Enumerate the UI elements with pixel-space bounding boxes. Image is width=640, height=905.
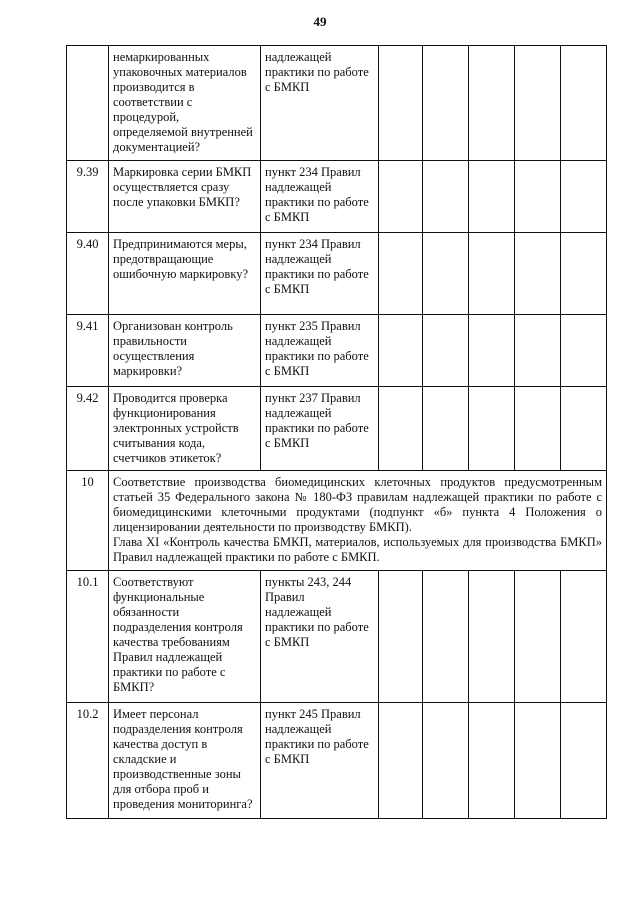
answer-cell: [379, 233, 423, 315]
reference-line: надлежащей: [265, 50, 332, 64]
reference-cell: [261, 233, 379, 315]
page-number: 49: [313, 14, 327, 29]
section-number: 10: [67, 471, 109, 571]
reference-line: с БМКП: [265, 282, 310, 296]
reference-line: с БМКП: [265, 364, 310, 378]
reference-line: надлежащей: [265, 252, 332, 266]
question-cell: [109, 387, 261, 471]
question-line: качества требованиям: [113, 635, 230, 649]
reference-line: пункт 234 Правил: [265, 165, 361, 179]
reference-cell: [261, 387, 379, 471]
question-line: Соответствуют: [113, 575, 194, 589]
question-line: после упаковки БМКП?: [113, 195, 240, 209]
table-row: [67, 46, 607, 161]
question-line: считывания кода,: [113, 436, 206, 450]
answer-cell: [561, 387, 607, 471]
answer-cell: [515, 315, 561, 387]
question-line: упаковочных материалов: [113, 65, 247, 79]
answer-cell: [469, 571, 515, 703]
table-row: [67, 703, 607, 819]
reference-line: практики по работе: [265, 267, 369, 281]
reference-line: с БМКП: [265, 752, 310, 766]
table-row: [67, 233, 607, 315]
reference-line: практики по работе: [265, 195, 369, 209]
question-line: качества доступ в: [113, 737, 208, 751]
question-cell: [109, 233, 261, 315]
answer-cell: [379, 46, 423, 161]
table-row: [67, 571, 607, 703]
answer-cell: [515, 703, 561, 819]
reference-line: пункты 243, 244: [265, 575, 352, 589]
question-line: функциональные: [113, 590, 205, 604]
question-line: процедурой,: [113, 110, 180, 124]
reference-line: надлежащей: [265, 722, 332, 736]
reference-line: надлежащей: [265, 334, 332, 348]
answer-cell: [379, 703, 423, 819]
answer-cell: [423, 46, 469, 161]
answer-cell: [379, 387, 423, 471]
answer-cell: [469, 703, 515, 819]
question-line: производственные зоны: [113, 767, 241, 781]
question-line: документацией?: [113, 140, 201, 154]
question-line: Проводится проверка: [113, 391, 228, 405]
reference-line: пункт 245 Правил: [265, 707, 361, 721]
question-line: для отбора проб и: [113, 782, 209, 796]
table-body-bottom: [67, 571, 607, 819]
answer-cell: [515, 46, 561, 161]
question-cell: [109, 315, 261, 387]
reference-line: практики по работе: [265, 737, 369, 751]
question-line: правильности: [113, 334, 187, 348]
section-text-line: Соответствие производства биомедицинских клеточных продуктов предусмотренным статьей 35 Федерального закона № 180-ФЗ правилам надлежащей практики по работе с биомедицинскими клеточными продуктами (подпункт «б» пункта 4 Положения о лицензировании деятельности по производству БМКП).: [113, 475, 602, 534]
question-line: немаркированных: [113, 50, 210, 64]
reference-line: практики по работе: [265, 421, 369, 435]
checklist-table: [66, 45, 607, 819]
question-line: БМКП?: [113, 680, 155, 694]
table-row: [67, 315, 607, 387]
reference-line: пункт 235 Правил: [265, 319, 361, 333]
answer-cell: [561, 233, 607, 315]
question-line: осуществляется сразу: [113, 180, 230, 194]
question-line: практики по работе с: [113, 665, 226, 679]
reference-line: пункт 237 Правил: [265, 391, 361, 405]
answer-cell: [515, 161, 561, 233]
question-line: Имеет персонал: [113, 707, 199, 721]
reference-line: с БМКП: [265, 436, 310, 450]
question-line: Предпринимаются меры,: [113, 237, 247, 251]
question-line: проведения мониторинга?: [113, 797, 253, 811]
reference-line: надлежащей: [265, 605, 332, 619]
row-number: 10.1: [67, 571, 109, 703]
answer-cell: [423, 703, 469, 819]
question-line: соответствии с: [113, 95, 193, 109]
question-line: подразделения контроля: [113, 722, 243, 736]
question-line: определяемой внутренней: [113, 125, 253, 139]
row-number: [67, 46, 109, 161]
question-line: осуществления: [113, 349, 195, 363]
table-row: [67, 387, 607, 471]
reference-line: практики по работе: [265, 620, 369, 634]
answer-cell: [469, 161, 515, 233]
row-number: 9.40: [67, 233, 109, 315]
section-body: [67, 471, 607, 571]
answer-cell: [469, 233, 515, 315]
row-number: 10.2: [67, 703, 109, 819]
question-line: производится в: [113, 80, 195, 94]
reference-line: с БМКП: [265, 210, 310, 224]
row-number: 9.42: [67, 387, 109, 471]
question-line: маркировки?: [113, 364, 183, 378]
question-line: Организован контроль: [113, 319, 233, 333]
question-cell: [109, 46, 261, 161]
answer-cell: [561, 46, 607, 161]
reference-line: с БМКП: [265, 635, 310, 649]
question-line: функционирования: [113, 406, 216, 420]
answer-cell: [423, 571, 469, 703]
answer-cell: [515, 387, 561, 471]
reference-cell: [261, 46, 379, 161]
question-line: счетчиков этикеток?: [113, 451, 222, 465]
answer-cell: [379, 571, 423, 703]
reference-cell: [261, 161, 379, 233]
reference-cell: [261, 315, 379, 387]
reference-cell: [261, 571, 379, 703]
answer-cell: [379, 315, 423, 387]
section-text: [109, 471, 607, 571]
question-line: подразделения контроля: [113, 620, 243, 634]
question-line: электронных устройств: [113, 421, 239, 435]
question-line: Правил надлежащей: [113, 650, 223, 664]
table-body-top: [67, 46, 607, 471]
reference-cell: [261, 703, 379, 819]
reference-line: практики по работе: [265, 65, 369, 79]
question-line: складские и: [113, 752, 177, 766]
answer-cell: [515, 233, 561, 315]
answer-cell: [515, 571, 561, 703]
answer-cell: [561, 571, 607, 703]
row-number: 9.41: [67, 315, 109, 387]
answer-cell: [423, 387, 469, 471]
section-row: [67, 471, 607, 571]
question-line: обязанности: [113, 605, 180, 619]
answer-cell: [469, 387, 515, 471]
reference-line: надлежащей: [265, 180, 332, 194]
section-text-line: Глава XI «Контроль качества БМКП, материалов, используемых для производства БМКП» Правил надлежащей практики по работе с БМКП.: [113, 535, 602, 564]
question-line: Маркировка серии БМКП: [113, 165, 252, 179]
reference-line: надлежащей: [265, 406, 332, 420]
reference-line: практики по работе: [265, 349, 369, 363]
answer-cell: [423, 233, 469, 315]
answer-cell: [469, 315, 515, 387]
question-cell: [109, 161, 261, 233]
answer-cell: [561, 315, 607, 387]
reference-line: Правил: [265, 590, 305, 604]
answer-cell: [561, 161, 607, 233]
question-line: предотвращающие: [113, 252, 214, 266]
question-cell: [109, 571, 261, 703]
answer-cell: [423, 161, 469, 233]
answer-cell: [423, 315, 469, 387]
answer-cell: [469, 46, 515, 161]
question-cell: [109, 703, 261, 819]
answer-cell: [561, 703, 607, 819]
reference-line: с БМКП: [265, 80, 310, 94]
reference-line: пункт 234 Правил: [265, 237, 361, 251]
table-row: [67, 161, 607, 233]
answer-cell: [379, 161, 423, 233]
question-line: ошибочную маркировку?: [113, 267, 249, 281]
row-number: 9.39: [67, 161, 109, 233]
